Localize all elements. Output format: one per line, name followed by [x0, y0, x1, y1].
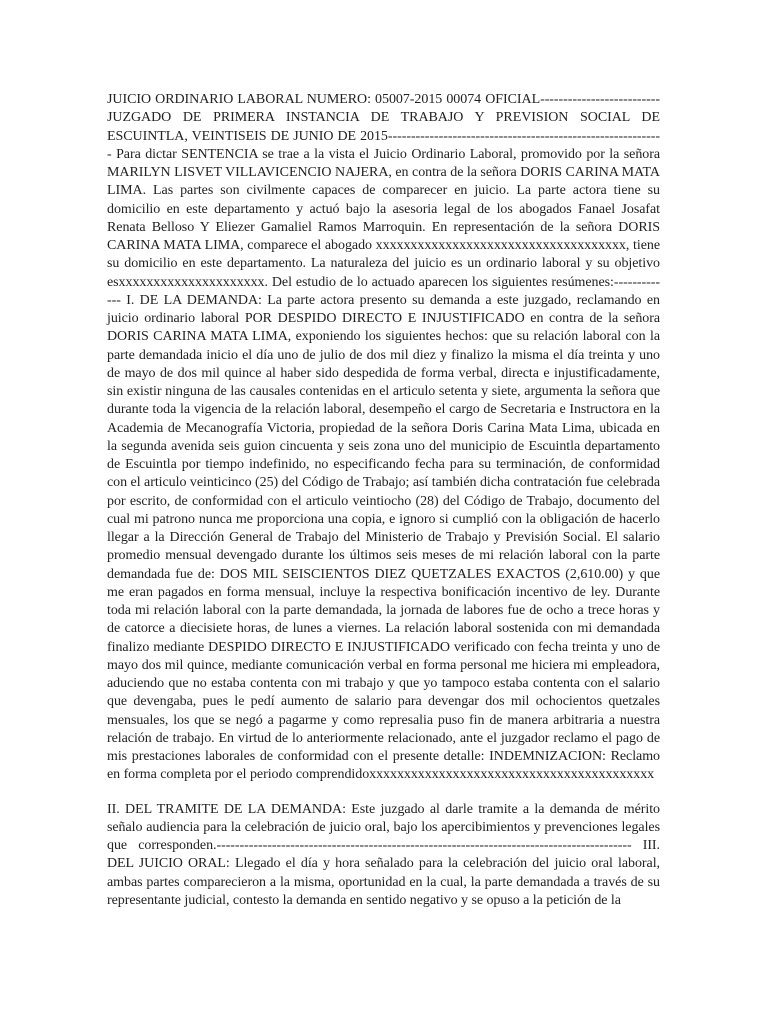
paragraph-sentencia-body: JUICIO ORDINARIO LABORAL NUMERO: 05007-2015 00074 OFICIAL-------------------------- JUZGADO DE PRIMERA INSTANCIA DE TRABAJO Y PREVISION SOCIAL DE ESCUINTLA, VEINTISEIS DE JUNIO DE 2015------------------------------------------------------------ Para dictar SENTENCIA se trae a la vista el Juicio Ordinario Laboral, promovido por la señora MARILYN LISVET VILLAVICENCIO NAJERA, en contra de la señora DORIS CARINA MATA LIMA. Las partes son civilmente capaces de comparecer en juicio. La parte actora tiene su domicilio en este departamento y actuó bajo la asesoria legal de los abogados Fanael Josafat Renata Belloso Y Eliezer Gamaliel Ramos Marroquin. En representación de la señora DORIS CARINA MATA LIMA, comparece el abogado xxxxxxxxxxxxxxxxxxxxxxxxxxxxxxxxxxxx, tiene su domicilio en este departamento. La naturaleza del juicio es un ordinario laboral y su objetivo esxxxxxxxxxxxxxxxxxxxxx. Del estudio de lo actuado aparecen los siguientes resúmenes:------------- I. DE LA DEMANDA: La parte actora presento su demanda a este juzgado, reclamando en juicio ordinario laboral POR DESPIDO DIRECTO E INJUSTIFICADO en contra de la señora DORIS CARINA MATA LIMA, exponiendo los siguientes hechos: que su relación laboral con la parte demandada inicio el día uno de julio de dos mil diez y finalizo la misma el día treinta y uno de mayo de dos mil quince al haber sido despedida de forma verbal, directa e injustificadamente, sin existir ninguna de las causales contenidas en el articulo setenta y siete, argumenta la señora que durante toda la vigencia de la relación laboral, desempeño el cargo de Secretaria e Instructora en la Academia de Mecanografía Victoria, propiedad de la señora Doris Carina Mata Lima, ubicada en la segunda avenida seis guion cincuenta y seis zona uno del municipio de Escuintla departamento de Escuintla por tiempo indefinido, no especificando fecha para su terminación, de conformidad con el articulo veinticinco (25) del Código de Trabajo; así también dicha contratación fue celebrada por escrito, de conformidad con el articulo veintiocho (28) del Código de Trabajo, documento del cual mi patrono nunca me proporciona una copia, e ignoro si cumplió con la obligación de hacerlo llegar a la Dirección General de Trabajo del Ministerio de Trabajo y Previsión Social. El salario promedio mensual devengado durante los últimos seis meses de mi relación laboral con la parte demandada fue de: DOS MIL SEISCIENTOS DIEZ QUETZALES EXACTOS (2,610.00) y que me eran pagados en forma mensual, incluye la respectiva bonificación incentivo de ley. Durante toda mi relación laboral con la parte demandada, la jornada de labores fue de ocho a trece horas y de catorce a diecisiete horas, de lunes a viernes. La relación laboral sostenida con mi demandada finalizo mediante DESPIDO DIRECTO E INJUSTIFICADO verificado con fecha treinta y uno de mayo dos mil quince, mediante comunicación verbal en forma personal me hiciera mi empleadora, aduciendo que no estaba contenta con mi trabajo y que yo tampoco estaba contenta con el salario que devengaba, pues le pedí aumento de salario para devengar dos mil ochocientos quetzales mensuales, los que se negó a pagarme y como represalia puso fin de manera arbitraria a nuestra relación de trabajo. En virtud de lo anteriormente relacionado, ante el juzgador reclamo el pago de mis prestaciones laborales de conformidad con el presente detalle: INDEMNIZACION: Reclamo en forma completa por el periodo comprendidoxxxxxxxxxxxxxxxxxxxxxxxxxxxxxxxxxxxxxxxxx: [107, 92, 660, 783]
paragraph-tramite-and-juicio-oral: II. DEL TRAMITE DE LA DEMANDA: Este juzgado al darle tramite a la demanda de mérito señalo audiencia para la celebración de juicio oral, bajo los apercibimientos y prevenciones legales que corresponden.------------------------------------------------------------------------------------------ III. DEL JUICIO ORAL: Llegado el día y hora señalado para la celebración del juicio oral laboral, ambas partes comparecieron a la misma, oportunidad en la cual, la parte demandada a través de su representante judicial, contesto la demanda en sentido negativo y se opuso a la petición de la: [107, 801, 660, 908]
document-page: [107, 91, 660, 910]
